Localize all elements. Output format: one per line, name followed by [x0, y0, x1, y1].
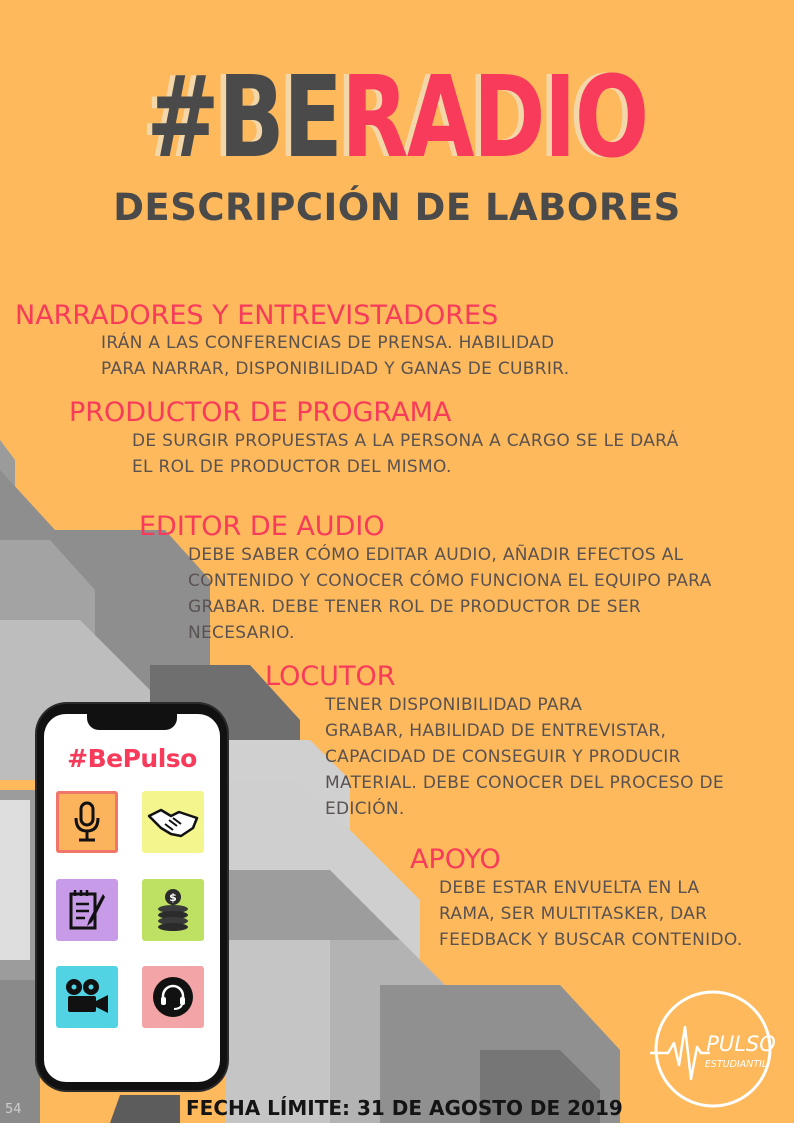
desc-line: PARA NARRAR, DISPONIBILIDAD Y GANAS DE CUBRIR.: [101, 359, 570, 379]
phone-screen: [44, 714, 220, 1082]
role-desc-narradores: [101, 330, 569, 382]
title-part-hash-be: #BE: [146, 53, 342, 183]
subtitle: DESCRIPCIÓN DE LABORES: [113, 186, 681, 229]
role-desc-apoyo: [439, 875, 743, 953]
notepad-icon: [67, 888, 107, 932]
desc-line: GRABAR. DEBE TENER ROL DE PRODUCTOR DE SER: [188, 597, 641, 617]
desc-line: MATERIAL. DEBE CONOCER DEL PROCESO DE: [325, 773, 724, 793]
phone-notch: [87, 714, 177, 730]
page-number: 54: [5, 1102, 22, 1117]
desc-line: CONTENIDO Y CONOCER CÓMO FUNCIONA EL EQUIPO PARA: [188, 571, 712, 591]
desc-line: TENER DISPONIBILIDAD PARA: [325, 695, 583, 715]
desc-line: CAPACIDAD DE CONSEGUIR Y PRODUCIR: [325, 747, 681, 767]
film-camera-icon: [64, 977, 110, 1017]
role-title-locutor: LOCUTOR: [265, 661, 396, 692]
film-camera-app-icon: [56, 966, 118, 1028]
desc-line: DE SURGIR PROPUESTAS A LA PERSONA A CARGO SE LE DARÁ: [132, 431, 679, 451]
role-desc-productor: [132, 428, 679, 480]
deadline-text: FECHA LÍMITE: 31 DE AGOSTO DE 2019: [186, 1096, 623, 1120]
desc-line: EDICIÓN.: [325, 799, 405, 819]
handshake-app-icon: [142, 791, 204, 853]
role-title-editor-audio: EDITOR DE AUDIO: [139, 511, 385, 542]
role-title-narradores: NARRADORES Y ENTREVISTADORES: [15, 300, 499, 331]
notepad-app-icon: [56, 879, 118, 941]
title-part-radio: RADIO: [341, 53, 648, 183]
desc-line: RAMA, SER MULTITASKER, DAR: [439, 904, 708, 924]
desc-line: DEBE SABER CÓMO EDITAR AUDIO, AÑADIR EFECTOS AL: [188, 545, 684, 565]
role-title-apoyo: APOYO: [410, 844, 501, 875]
headset-app-icon: [142, 966, 204, 1028]
coins-icon: [153, 887, 193, 933]
coins-app-icon: [142, 879, 204, 941]
desc-line: GRABAR, HABILIDAD DE ENTREVISTAR,: [325, 721, 667, 741]
phone-brand-label: #BePulso: [67, 744, 197, 773]
desc-line: EL ROL DE PRODUCTOR DEL MISMO.: [132, 457, 452, 477]
handshake-icon: [147, 804, 199, 840]
pulso-estudiantil-logo: [648, 987, 778, 1112]
logo-text-pulso: PULSO: [706, 1032, 776, 1056]
desc-line: FEEDBACK Y BUSCAR CONTENIDO.: [439, 930, 743, 950]
title-area: [0, 53, 794, 183]
headset-icon: [151, 975, 195, 1019]
desc-line: NECESARIO.: [188, 623, 295, 643]
microphone-app-icon: [56, 791, 118, 853]
role-desc-locutor: [325, 692, 724, 822]
role-title-productor: PRODUCTOR DE PROGRAMA: [69, 397, 452, 428]
desc-line: DEBE ESTAR ENVUELTA EN LA: [439, 878, 700, 898]
main-title: [87, 53, 706, 183]
microphone-icon: [72, 801, 102, 843]
phone-illustration: [37, 704, 227, 1090]
logo-text-estudiantil: ESTUDIANTIL: [704, 1059, 768, 1070]
role-desc-editor-audio: [188, 542, 712, 646]
svg-text:$: $: [169, 891, 177, 904]
desc-line: IRÁN A LAS CONFERENCIAS DE PRENSA. HABILIDAD: [101, 333, 555, 353]
